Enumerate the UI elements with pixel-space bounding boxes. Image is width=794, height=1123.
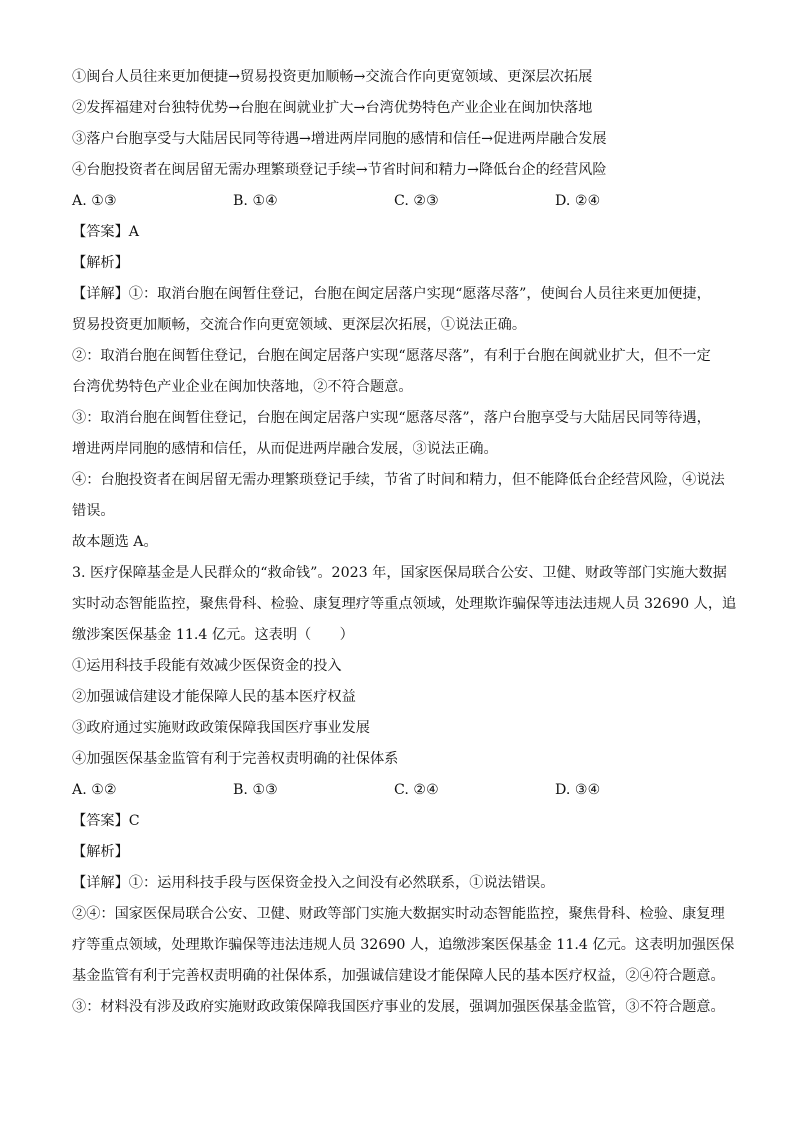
q2-analysis-line: 贸易投资更加顺畅，交流合作向更宽领域、更深层次拓展，①说法正确。 (72, 317, 527, 333)
q2-analysis-line: 【详解】①：取消台胞在闽暂住登记，台胞在闽定居落户实现“愿落尽落”，使闽台人员往来更加便捷， (72, 286, 711, 302)
q3-option-c: C. ②④ (394, 782, 439, 798)
q3-statement-3: ③政府通过实施财政政策保障我国医疗事业发展 (72, 720, 370, 736)
q2-analysis-line: 台湾优势特色产业企业在闽加快落地，②不符合题意。 (72, 379, 413, 395)
q3-analysis-line: 基金监管有利于完善权责明确的社保体系，加强诚信建设才能保障人民的基本医疗权益，②④符合题意。 (72, 968, 725, 984)
q3-statement-4: ④加强医保基金监管有利于完善权责明确的社保体系 (72, 751, 399, 767)
q3-analysis-line: ③：材料没有涉及政府实施财政政策保障我国医疗事业的发展，强调加强医保基金监管，③不符合题意。 (72, 999, 725, 1015)
q2-answer: 【答案】A (72, 224, 139, 240)
q3-option-b: B. ①③ (233, 782, 278, 798)
q2-options (72, 186, 732, 217)
q3-stem-line: 实时动态智能监控，聚焦骨科、检验、康复理疗等重点领域，处理欺诈骗保等违法违规人员 32690 人，追 (72, 596, 737, 612)
q2-conclusion: 故本题选 A。 (72, 534, 158, 550)
q2-analysis-line: ③：取消台胞在闽暂住登记，台胞在闽定居落户实现“愿落尽落”，落户台胞享受与大陆居民同等待遇， (72, 410, 711, 426)
q2-statement-3: ③落户台胞享受与大陆居民同等待遇→增进两岸同胞的感情和信任→促进两岸融合发展 (72, 131, 607, 147)
q3-analysis-line: 【详解】①：运用科技手段与医保资金投入之间没有必然联系，①说法错误。 (72, 875, 555, 891)
q3-analysis-line: ②④：国家医保局联合公安、卫健、财政等部门实施大数据实时动态智能监控，聚焦骨科、检验、康复理 (72, 906, 725, 922)
q3-stem-line: 缴涉案医保基金 11.4 亿元。这表明（ ） (72, 627, 354, 643)
q2-option-d: D. ②④ (555, 193, 601, 209)
q3-options (72, 775, 732, 806)
q3-option-a: A. ①② (72, 782, 117, 798)
q3-statement-1: ①运用科技手段能有效减少医保资金的投入 (72, 658, 342, 674)
q2-analysis-line: ②：取消台胞在闽暂住登记，台胞在闽定居落户实现“愿落尽落”，有利于台胞在闽就业扩大，但不一定 (72, 348, 711, 364)
q2-statement-4: ④台胞投资者在闽居留无需办理繁琐登记手续→节省时间和精力→降低台企的经营风险 (72, 162, 607, 178)
q2-option-c: C. ②③ (394, 193, 439, 209)
q2-statement-1: ①闽台人员往来更加便捷→贸易投资更加顺畅→交流合作向更宽领域、更深层次拓展 (72, 69, 593, 85)
q2-analysis-line: 错误。 (72, 503, 115, 519)
q3-statement-2: ②加强诚信建设才能保障人民的基本医疗权益 (72, 689, 356, 705)
document-page (72, 62, 737, 1023)
q2-analysis-line: ④：台胞投资者在闽居留无需办理繁琐登记手续，节省了时间和精力，但不能降低台企经营风险，④说法 (72, 472, 725, 488)
q3-option-d: D. ③④ (555, 782, 601, 798)
q2-option-b: B. ①④ (233, 193, 278, 209)
q2-option-a: A. ①③ (72, 193, 117, 209)
q3-analysis-line: 疗等重点领域，处理欺诈骗保等违法违规人员 32690 人，追缴涉案医保基金 11.4 亿元。这表明加强医保 (72, 937, 735, 953)
q3-analysis-heading: 【解析】 (72, 844, 129, 860)
q3-stem-line: 3. 医疗保障基金是人民群众的“救命钱”。2023 年，国家医保局联合公安、卫健、财政等部门实施大数据 (72, 565, 727, 581)
q2-analysis-heading: 【解析】 (72, 255, 129, 271)
q2-analysis-line: 增进两岸同胞的感情和信任，从而促进两岸融合发展，③说法正确。 (72, 441, 498, 457)
q2-statement-2: ②发挥福建对台独特优势→台胞在闽就业扩大→台湾优势特色产业企业在闽加快落地 (72, 100, 593, 116)
q3-answer: 【答案】C (72, 813, 140, 829)
